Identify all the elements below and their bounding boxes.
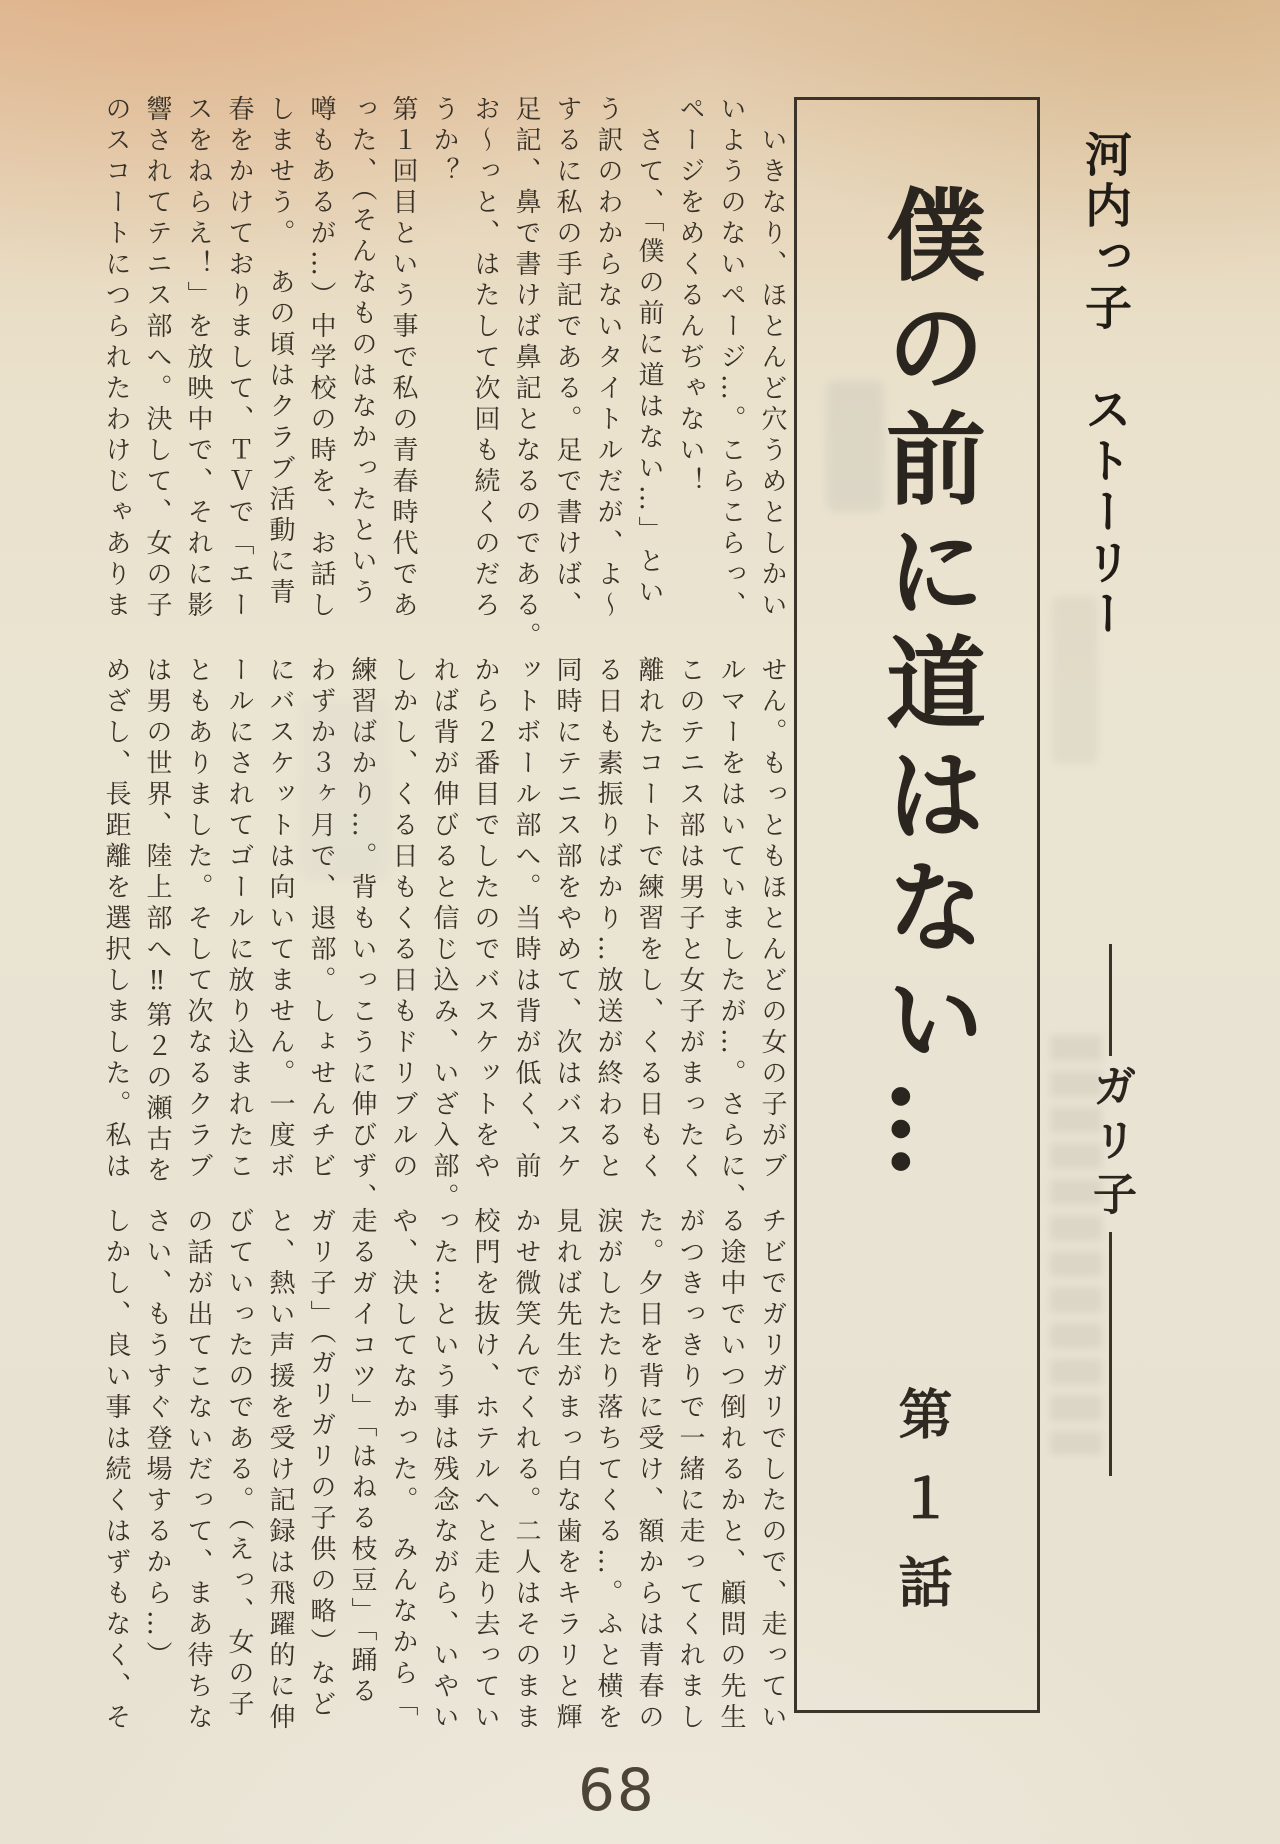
text-column: しませう。 あの頃はクラブ活動に青 [265,95,295,609]
text-band-3 [58,1207,792,1769]
text-column: うか？ [429,95,459,188]
text-column: いようのないページ…。こらこらっ、 [716,95,746,622]
text-column: ともありました。そして次なるクラブ [183,656,213,1183]
text-column: お～っと、はたして次回も続くのだろ [470,95,500,622]
text-column: 涙がしたたり落ちてくる…。ふと横を [593,1207,623,1734]
text-column: ールにされてゴールに放り込まれたこ [224,656,254,1183]
subtitle-column [1086,944,1134,1476]
text-column: のスコートにつられたわけじゃありま [101,95,131,622]
text-column: と、熱い声援を受け記録は飛躍的に伸 [265,1207,295,1734]
text-column: う訳のわからないタイトルだが、よ～ [593,95,623,622]
text-column: わずか３ヶ月で、退部。しょせんチビ [306,656,336,1183]
text-column: 走るガイコツ」「はねる枝豆」「踊る [347,1207,377,1708]
text-column: 練習ばかり…。背もいっこうに伸びず、 [347,656,377,1214]
episode-label: 第１話 [890,1386,954,1638]
text-column: このテニス部は男子と女子がまったく [675,656,705,1183]
text-column: る途中でいつ倒れるかと、顧問の先生 [716,1207,746,1734]
text-column: た。夕日を背に受け、額からは青春の [634,1207,664,1734]
text-column: れば背が伸びると信じ込み、いざ入部。 [429,656,459,1214]
text-column: 響されてテニス部へ。決して、女の子 [142,95,172,622]
subtitle-text: ガリ子 [1085,1063,1136,1225]
text-column: から２番目でしたのでバスケットをや [470,656,500,1183]
subtitle-dash-top [1109,944,1112,1056]
text-column: の話が出てこないだって、まあ待ちな [183,1207,213,1734]
text-column: がつきっきりで一緒に走ってくれまし [675,1207,705,1734]
text-column: った、（そんなものはなかったという [347,95,377,609]
text-column: ガリ子」（ガリガリの子供の略）など [306,1207,336,1721]
text-column: にバスケットは向いてません。一度ボ [265,656,295,1183]
text-column: びていったのである。（えっ、女の子 [224,1207,254,1721]
story-title: 僕の前に道はない… [869,183,987,1191]
text-column: いきなり、ほとんど穴うめとしかい [757,95,787,622]
text-column: や、決してなかった。 みんなから「 [388,1207,418,1721]
text-column: 校門を抜け、ホテルへと走り去ってい [470,1207,500,1734]
text-column: った…という事は残念ながら、いやい [429,1207,459,1734]
text-column: めざし、長距離を選択しました。私は [101,656,131,1183]
text-column: かせ微笑んでくれる。二人はそのまま [511,1207,541,1734]
text-column: せん。もっともほとんどの女の子がブ [757,656,787,1183]
text-column: しかし、くる日もくる日もドリブルの [388,656,418,1183]
text-column: 春をかけておりまして、ＴＶで「エー [224,95,254,622]
text-column: しかし、良い事は続くはずもなく、そ [101,1207,131,1734]
text-band-2 [58,656,792,1218]
text-column: チビでガリガリでしたので、走ってい [757,1207,787,1734]
text-column: さい、もうすぐ登場するから…） [142,1207,172,1672]
text-column: る日も素振りばかり…放送が終わると [593,656,623,1183]
text-column: 離れたコートで練習をし、くる日もく [634,656,664,1183]
text-column: ットボール部へ。当時は背が低く、前 [511,656,541,1183]
text-column: スをねらえ！」を放映中で、それに影 [183,95,213,622]
text-column: ページをめくるんぢゃない！ [675,95,705,498]
text-column: 第１回目という事で私の青春時代であ [388,95,418,622]
text-column: 足記、鼻で書けば鼻記となるのである。 [511,95,541,653]
text-column: 見れば先生がまっ白な歯をキラリと輝 [552,1207,582,1734]
text-column: するに私の手記である。足で書けば、 [552,95,582,622]
text-column: 同時にテニス部をやめて、次はバスケ [552,656,582,1183]
text-column: さて、「僕の前に道はない…」とい [634,95,664,609]
page-number: 68 [578,1756,656,1824]
text-band-1 [58,95,792,657]
text-column: 噂もあるが…）中学校の時を、お話し [306,95,336,622]
text-column: ルマーをはいていましたが…。さらに、 [716,656,746,1214]
series-header: 河内っ子 ストーリー [1077,130,1132,640]
subtitle-dash-bottom [1109,1232,1112,1476]
text-column: は男の世界、陸上部へ‼第２の瀬古を [142,656,172,1187]
